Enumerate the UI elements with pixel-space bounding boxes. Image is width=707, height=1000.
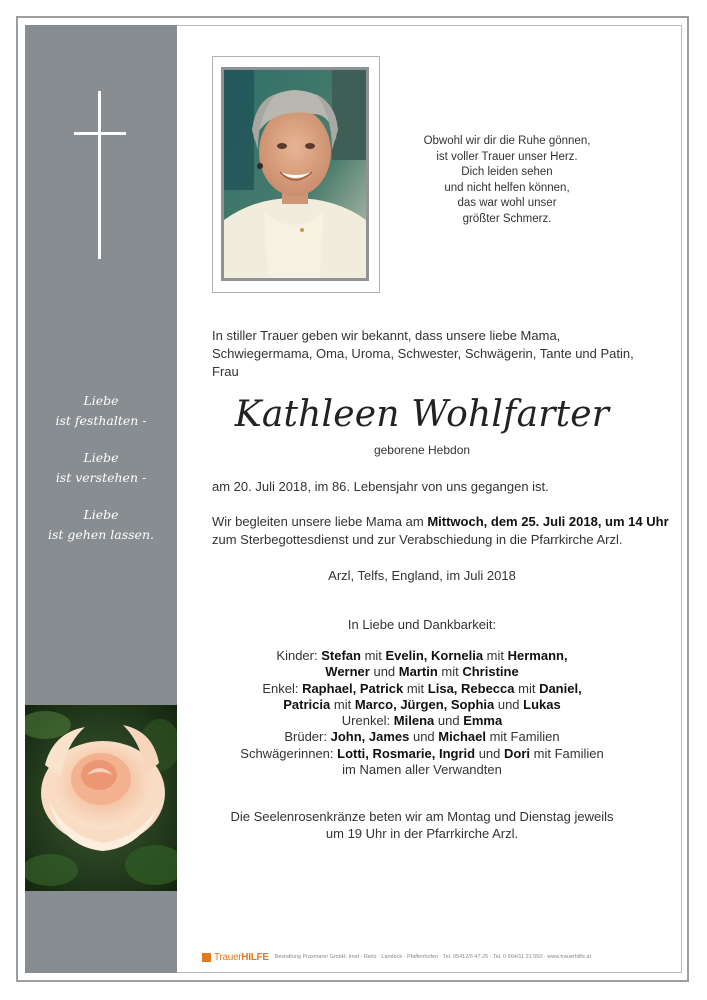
family-line-relatives: im Namen aller Verwandten (342, 762, 502, 778)
thanks-heading: In Liebe und Dankbarkeit: (347, 617, 497, 632)
rosary-line: um 19 Uhr in der Pfarrkirche Arzl. (325, 826, 519, 841)
quote-line: ist gehen lassen. (48, 527, 154, 542)
quote-stanza (25, 505, 177, 545)
quote-line: ist verstehen - (55, 470, 147, 485)
family-name: Michael (438, 729, 486, 745)
quote-line: Liebe (83, 450, 119, 465)
family-line-children (200, 648, 644, 664)
poem-line: Obwohl wir dir die Ruhe gönnen, (423, 135, 591, 147)
portrait-frame (212, 56, 380, 293)
family-connector: mit (483, 648, 508, 663)
rosary-info (212, 808, 632, 842)
trauerhilfe-logo-icon (202, 953, 211, 962)
family-connector: mit (437, 664, 463, 680)
quote-stanza (25, 391, 177, 431)
poem-line: das war wohl unser (457, 197, 557, 209)
image-credit: © Trauerhilfe „Rose 10“ (31, 989, 89, 995)
family-label: Urenkel: (341, 713, 394, 729)
quote-line: Liebe (83, 507, 119, 522)
family-name: Martin (398, 664, 438, 680)
family-connector: und (434, 713, 464, 729)
family-name: Lisa, Rebecca (427, 680, 515, 696)
quote-stanza (25, 448, 177, 488)
family-line-brothers (200, 729, 644, 745)
cross-icon-bar (74, 132, 126, 135)
family-name: Hermann, (507, 648, 568, 663)
poem-line: größter Schmerz. (462, 212, 552, 225)
family-name: Christine (462, 664, 519, 680)
family-connector: mit (514, 680, 540, 696)
family-connector: mit (360, 648, 386, 663)
funeral-info (212, 513, 674, 549)
passing-date: am 20. Juli 2018, im 86. Lebensjahr von uns gegangen ist. (212, 479, 549, 494)
family-name: Milena (393, 713, 435, 729)
family-name: John, James (330, 729, 410, 745)
family-label: Kinder: (276, 648, 322, 663)
family-name: Werner (325, 664, 370, 680)
poem-line: und nicht helfen können, (444, 181, 570, 194)
poem (397, 134, 617, 227)
family-name: Evelin, Kornelia (385, 648, 484, 663)
rosary-line: Die Seelenrosenkränze beten wir am Montag und Dienstag jeweils (230, 809, 614, 824)
family-line-children-2 (200, 664, 644, 680)
funeral-date: Mittwoch, dem 25. Juli 2018, um 14 Uhr (427, 514, 669, 529)
sidebar-quote (25, 391, 177, 562)
logo-word: Trauer (214, 951, 242, 963)
family-connector: mit (330, 696, 355, 712)
portrait-photo (221, 67, 369, 281)
family-name: Raphael, Patrick (302, 680, 404, 696)
quote-line: ist festhalten - (55, 413, 147, 428)
poem-line: ist voller Trauer unser Herz. (436, 150, 578, 163)
family-line-grandchildren-2 (200, 697, 644, 713)
family-connector: und (494, 696, 524, 712)
footer-info: Bestattung Praxmarer GmbH, Imst · Rietz · Landeck · Pfaffenhofen · Tel. 05412/6 47 25 · Tel. 0 664/11 21 550 · www.trauerhilfe.at (274, 954, 592, 960)
announcement-text: In stiller Trauer geben wir bekannt, dass unsere liebe Mama, Schwiegermama, Oma, Uroma, Schwester, Schwägerin, Tante und Patin, Frau (212, 328, 634, 379)
family-name: Daniel, (539, 680, 582, 696)
deceased-name: Kathleen Wohlfarter (234, 394, 610, 435)
family-line-grandchildren (200, 681, 644, 697)
maiden-name: geborene Hebdon (373, 443, 471, 457)
family-name: Patricia (283, 696, 331, 712)
poem-line: Dich leiden sehen (461, 166, 553, 178)
rose-image (25, 705, 177, 891)
family-connector: mit (403, 680, 428, 696)
family-label: Brüder: (284, 729, 331, 745)
quote-line: Liebe (83, 393, 119, 408)
funeral-intro: Wir begleiten unsere liebe Mama am (212, 514, 428, 529)
family-name: Marco, Jürgen, Sophia (354, 696, 495, 712)
trauerhilfe-logo (214, 952, 269, 963)
family-connector: und (409, 729, 439, 745)
family-connector: mit Familien (485, 729, 560, 745)
family-line-greatgrandchildren (200, 713, 644, 729)
family-connector: und (369, 664, 399, 680)
family-name: Emma (463, 713, 503, 729)
family-name: Lukas (523, 696, 561, 712)
logo-word: HILFE (241, 951, 269, 963)
family-label: Schwägerinnen: (240, 745, 338, 761)
family-name: Lotti, Rosmarie, Ingrid (337, 745, 476, 761)
family-list (200, 648, 644, 778)
cross-icon (98, 91, 101, 259)
family-connector: und (475, 745, 505, 761)
footer (202, 950, 591, 964)
family-name: Dori (504, 745, 531, 761)
family-label: Enkel: (262, 680, 303, 696)
family-line-sisters-in-law (200, 746, 644, 762)
place-date: Arzl, Telfs, England, im Juli 2018 (328, 568, 516, 583)
sidebar (25, 25, 177, 995)
funeral-location: zum Sterbegottesdienst und zur Verabschiedung in die Pfarrkirche Arzl. (212, 532, 623, 547)
family-connector: mit Familien (530, 745, 604, 761)
family-name: Stefan (321, 648, 361, 663)
